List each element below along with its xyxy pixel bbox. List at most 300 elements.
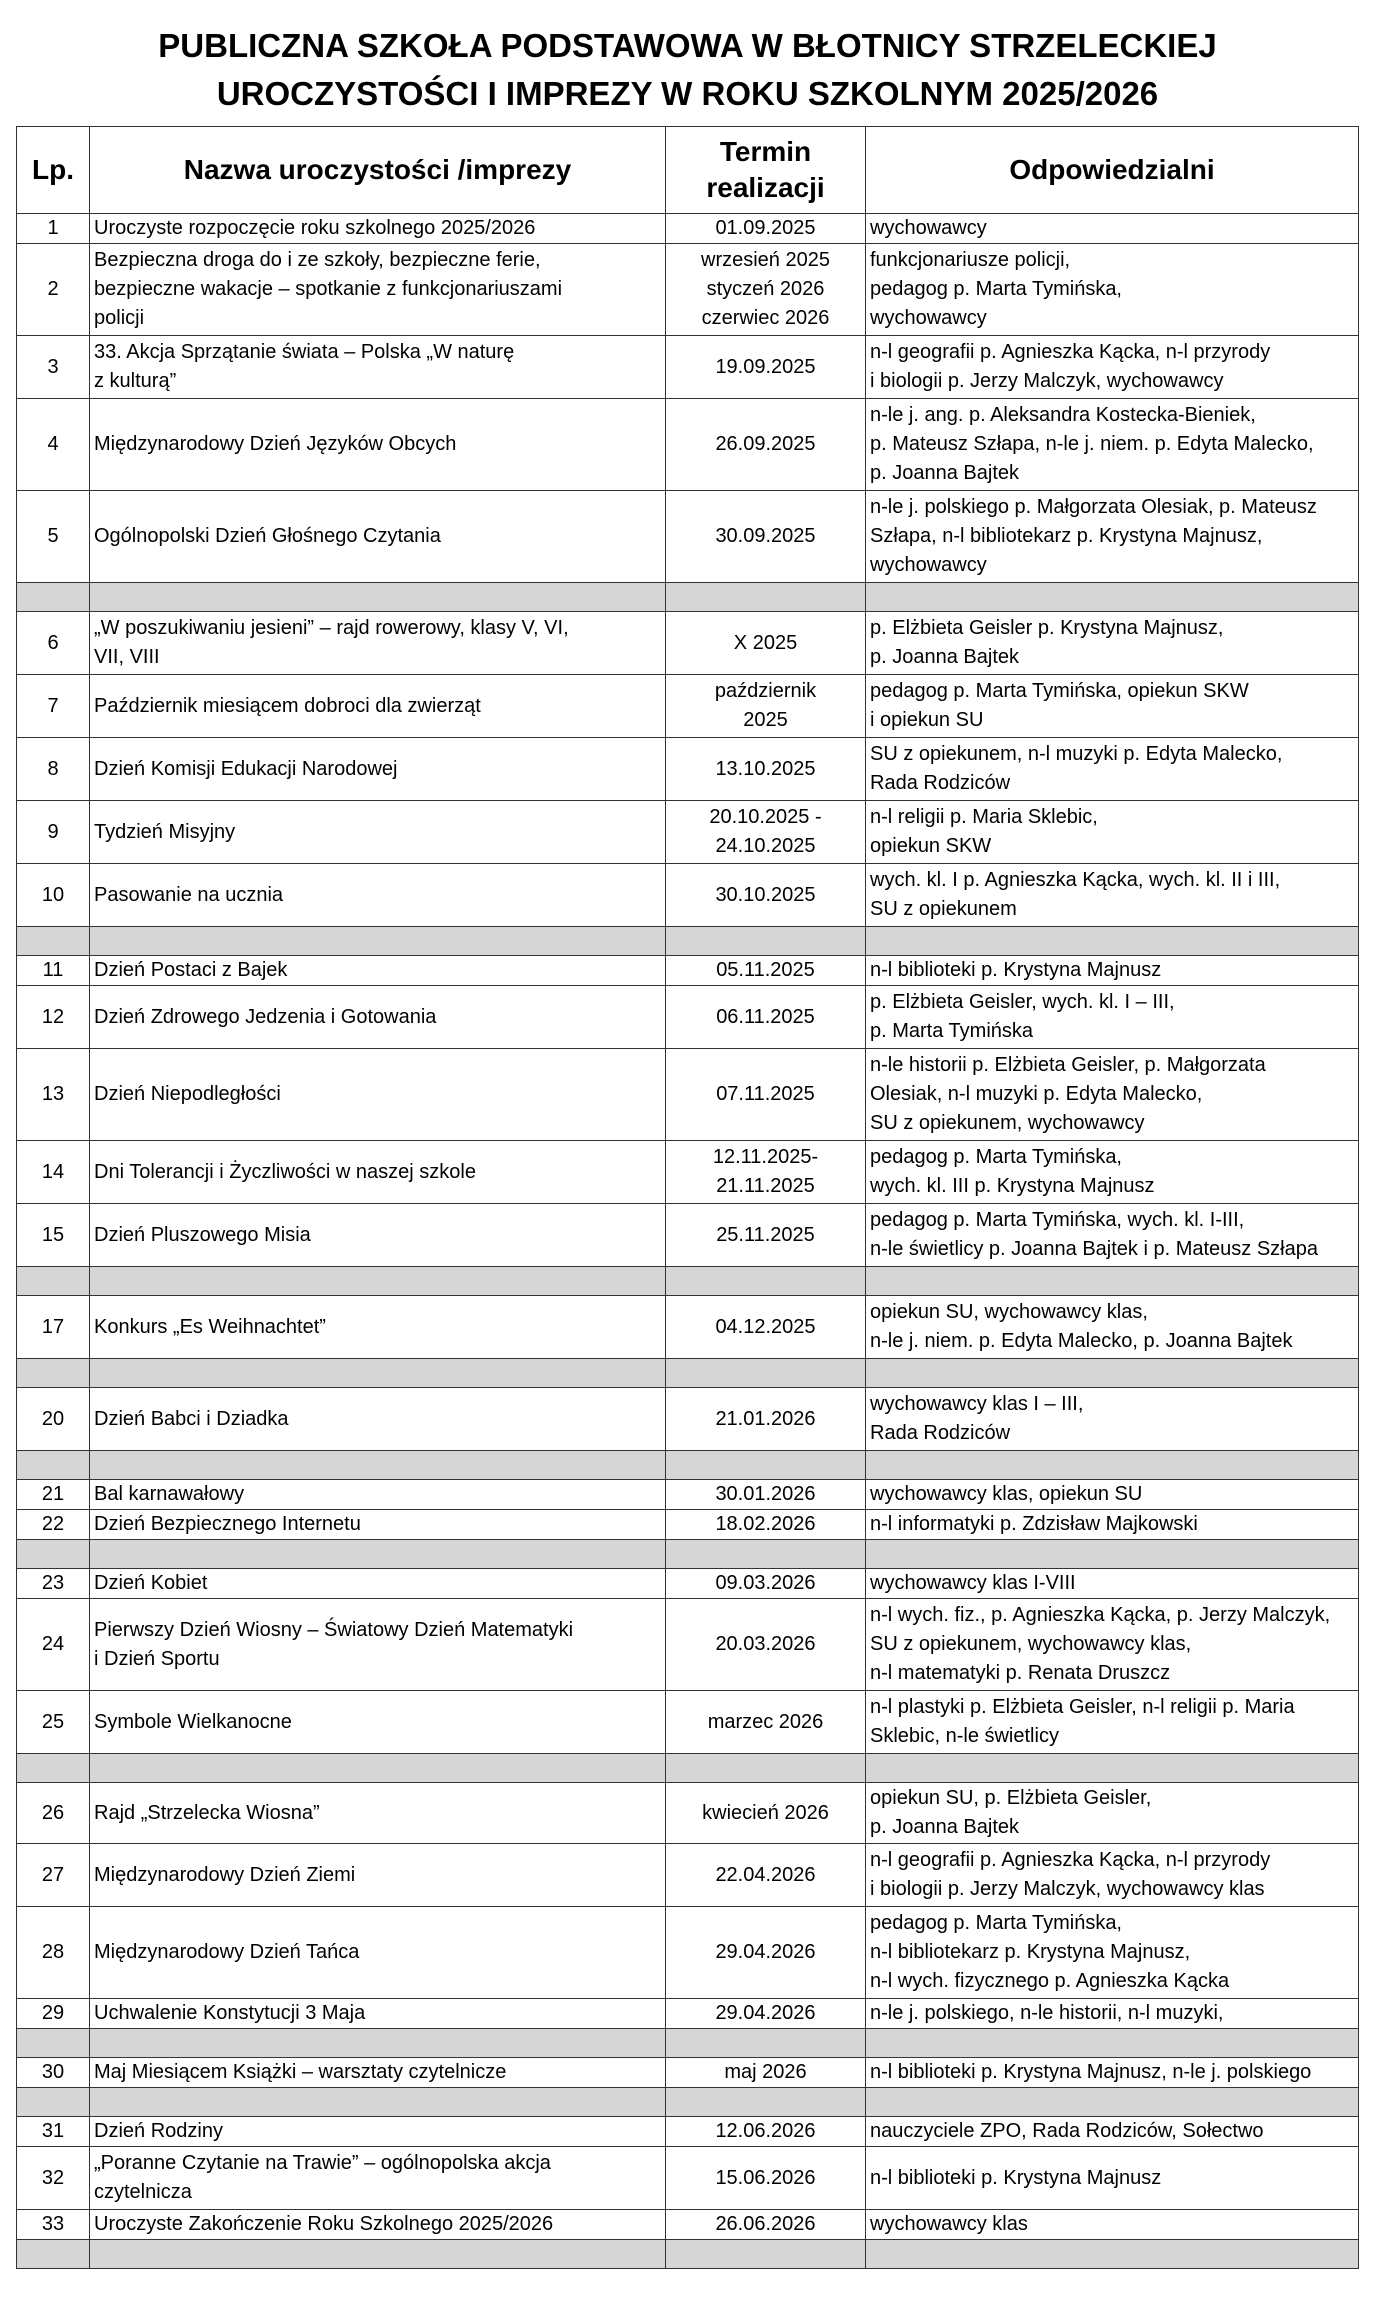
- separator-cell: [90, 1359, 666, 1388]
- cell-event-name: [90, 986, 666, 1049]
- cell-lp: 21: [17, 1480, 90, 1510]
- event-name-line: Dzień Niepodległości: [94, 1083, 281, 1105]
- event-name-line: policji: [94, 307, 145, 329]
- table-row: [17, 2117, 1359, 2147]
- separator-row: [17, 583, 1359, 612]
- responsible-line: n-le j. polskiego p. Małgorzata Olesiak, p. Mateusz: [870, 496, 1317, 518]
- responsible-line: n-l informatyki p. Zdzisław Majkowski: [870, 1513, 1198, 1535]
- responsible-line: Szłapa, n-l bibliotekarz p. Krystyna Majnusz,: [870, 525, 1263, 547]
- cell-event-name: [90, 244, 666, 336]
- cell-responsible: [866, 1907, 1359, 1999]
- cell-date: [666, 2058, 866, 2088]
- cell-lp: 12: [17, 986, 90, 1049]
- responsible-line: n-le świetlicy p. Joanna Bajtek i p. Mateusz Szłapa: [870, 1238, 1318, 1260]
- date-line: 13.10.2025: [715, 757, 816, 780]
- cell-date: [666, 1141, 866, 1204]
- cell-responsible: [866, 1510, 1359, 1540]
- event-name-line: Rajd „Strzelecka Wiosna”: [94, 1801, 320, 1824]
- responsible-line: n-l biblioteki p. Krystyna Majnusz: [870, 2166, 1162, 2189]
- cell-lp: 13: [17, 1049, 90, 1141]
- responsible-line: pedagog p. Marta Tymińska, opiekun SKW: [870, 680, 1249, 702]
- cell-event-name: [90, 956, 666, 986]
- event-name-line: Dni Tolerancji i Życzliwości w naszej szkole: [94, 1160, 476, 1183]
- cell-date: [666, 612, 866, 675]
- separator-row: [17, 927, 1359, 956]
- date-line: 12.11.2025-: [712, 1146, 819, 1168]
- separator-row: [17, 1451, 1359, 1480]
- responsible-line: opiekun SU, p. Elżbieta Geisler,: [870, 1787, 1152, 1809]
- cell-responsible: [866, 2058, 1359, 2088]
- date-line: 24.10.2025: [715, 835, 816, 857]
- responsible-line: p. Joanna Bajtek: [870, 646, 1019, 668]
- separator-cell: [666, 1540, 866, 1569]
- separator-cell: [90, 927, 666, 956]
- event-name-line: Październik miesiącem dobroci dla zwierząt: [94, 694, 481, 717]
- cell-date: [666, 1049, 866, 1141]
- responsible-line: wych. kl. I p. Agnieszka Kącka, wych. kl. II i III,: [870, 869, 1281, 891]
- header-date-line-2: realizacji: [706, 172, 825, 203]
- cell-event-name: [90, 336, 666, 399]
- table-row: [17, 612, 1359, 675]
- date-line: 06.11.2025: [716, 1005, 815, 1028]
- responsible-line: SU z opiekunem, wychowawcy: [870, 1112, 1145, 1134]
- responsible-line: p. Elżbieta Geisler, wych. kl. I – III,: [870, 991, 1175, 1013]
- cell-lp: 27: [17, 1844, 90, 1907]
- cell-date: [666, 738, 866, 801]
- separator-cell: [866, 583, 1359, 612]
- responsible-line: n-l geografii p. Agnieszka Kącka, n-l przyrody: [870, 1849, 1271, 1871]
- cell-lp: 25: [17, 1691, 90, 1754]
- table-body: [17, 214, 1359, 2269]
- date-line: 05.11.2025: [716, 959, 815, 981]
- event-name-line: bezpieczne wakacje – spotkanie z funkcjonariuszami: [94, 278, 563, 300]
- cell-lp: 11: [17, 956, 90, 986]
- separator-cell: [666, 2088, 866, 2117]
- document-title: [0, 22, 1375, 118]
- separator-row: [17, 1540, 1359, 1569]
- event-name-line: Dzień Pluszowego Misia: [94, 1223, 311, 1246]
- cell-responsible: [866, 2117, 1359, 2147]
- cell-lp: 15: [17, 1204, 90, 1267]
- separator-cell: [17, 2029, 90, 2058]
- cell-event-name: [90, 2147, 666, 2210]
- cell-event-name: [90, 1049, 666, 1141]
- table-row: [17, 1296, 1359, 1359]
- event-name-line: Ogólnopolski Dzień Głośnego Czytania: [94, 525, 441, 547]
- cell-responsible: [866, 864, 1359, 927]
- cell-lp: 6: [17, 612, 90, 675]
- table-row: [17, 864, 1359, 927]
- cell-date: [666, 399, 866, 491]
- table-row: [17, 1569, 1359, 1599]
- separator-cell: [866, 1451, 1359, 1480]
- cell-event-name: [90, 1510, 666, 1540]
- date-line: 12.06.2026: [715, 2120, 816, 2142]
- cell-event-name: [90, 491, 666, 583]
- date-line: 21.01.2026: [715, 1407, 816, 1430]
- cell-lp: 17: [17, 1296, 90, 1359]
- cell-responsible: [866, 214, 1359, 244]
- cell-event-name: [90, 1783, 666, 1844]
- table-row: [17, 1049, 1359, 1141]
- event-name-line: Dzień Babci i Dziadka: [94, 1407, 289, 1430]
- header-date: [666, 127, 866, 214]
- separator-cell: [666, 927, 866, 956]
- separator-cell: [866, 2240, 1359, 2269]
- separator-cell: [666, 2029, 866, 2058]
- responsible-line: Olesiak, n-l muzyki p. Edyta Malecko,: [870, 1083, 1203, 1105]
- cell-responsible: [866, 1569, 1359, 1599]
- event-name-line: Uroczyste Zakończenie Roku Szkolnego 2025/2026: [94, 2213, 554, 2235]
- cell-event-name: [90, 1599, 666, 1691]
- separator-row: [17, 1359, 1359, 1388]
- date-line: maj 2026: [724, 2061, 807, 2083]
- separator-cell: [17, 1451, 90, 1480]
- cell-lp: 24: [17, 1599, 90, 1691]
- cell-event-name: [90, 1691, 666, 1754]
- date-line: 29.04.2026: [715, 1941, 816, 1963]
- table-row: [17, 2147, 1359, 2210]
- cell-responsible: [866, 675, 1359, 738]
- event-name-line: Tydzień Misyjny: [94, 820, 236, 843]
- separator-cell: [90, 1267, 666, 1296]
- table-row: [17, 1599, 1359, 1691]
- event-name-line: Dzień Postaci z Bajek: [94, 959, 288, 981]
- cell-date: [666, 1204, 866, 1267]
- cell-lp: 8: [17, 738, 90, 801]
- cell-event-name: [90, 864, 666, 927]
- separator-cell: [17, 2088, 90, 2117]
- event-name-line: Dzień Zdrowego Jedzenia i Gotowania: [94, 1005, 437, 1028]
- responsible-line: wychowawcy: [870, 217, 987, 239]
- date-line: kwiecień 2026: [702, 1801, 829, 1824]
- event-name-line: Uchwalenie Konstytucji 3 Maja: [94, 2002, 366, 2024]
- separator-cell: [866, 1540, 1359, 1569]
- event-name-line: Maj Miesiącem Książki – warsztaty czytelnicze: [94, 2061, 507, 2083]
- date-line: styczeń 2026: [706, 278, 825, 300]
- cell-date: [666, 491, 866, 583]
- date-line: 19.09.2025: [715, 355, 816, 378]
- table-header: [17, 127, 1359, 214]
- table-row: [17, 214, 1359, 244]
- cell-responsible: [866, 1691, 1359, 1754]
- separator-cell: [666, 2240, 866, 2269]
- separator-cell: [866, 927, 1359, 956]
- cell-responsible: [866, 399, 1359, 491]
- event-name-line: czytelnicza: [94, 2181, 192, 2203]
- responsible-line: p. Marta Tymińska: [870, 1020, 1034, 1042]
- separator-cell: [866, 1267, 1359, 1296]
- events-table: [16, 126, 1359, 2269]
- cell-date: [666, 2210, 866, 2240]
- table-row: [17, 1204, 1359, 1267]
- cell-responsible: [866, 244, 1359, 336]
- cell-event-name: [90, 214, 666, 244]
- cell-lp: 7: [17, 675, 90, 738]
- responsible-line: p. Joanna Bajtek: [870, 1816, 1019, 1838]
- responsible-line: n-l wych. fiz., p. Agnieszka Kącka, p. Jerzy Malczyk,: [870, 1604, 1331, 1626]
- responsible-line: n-l bibliotekarz p. Krystyna Majnusz,: [870, 1941, 1191, 1963]
- separator-cell: [90, 2029, 666, 2058]
- cell-event-name: [90, 1388, 666, 1451]
- cell-event-name: [90, 2058, 666, 2088]
- separator-cell: [17, 583, 90, 612]
- separator-row: [17, 1267, 1359, 1296]
- header-row: [17, 127, 1359, 214]
- cell-event-name: [90, 1907, 666, 1999]
- date-line: 21.11.2025: [716, 1175, 815, 1197]
- cell-lp: 5: [17, 491, 90, 583]
- responsible-line: n-le j. polskiego, n-le historii, n-l muzyki,: [870, 2002, 1224, 2024]
- responsible-line: n-l religii p. Maria Sklebic,: [870, 806, 1098, 828]
- separator-cell: [17, 1267, 90, 1296]
- cell-date: [666, 1599, 866, 1691]
- responsible-line: wychowawcy klas: [870, 2213, 1028, 2235]
- cell-date: [666, 1783, 866, 1844]
- cell-date: [666, 1844, 866, 1907]
- event-name-line: Międzynarodowy Dzień Ziemi: [94, 1863, 356, 1886]
- cell-date: [666, 1480, 866, 1510]
- separator-cell: [666, 1451, 866, 1480]
- responsible-line: p. Joanna Bajtek: [870, 462, 1019, 484]
- cell-date: [666, 986, 866, 1049]
- date-line: 30.09.2025: [715, 525, 816, 547]
- cell-lp: 2: [17, 244, 90, 336]
- cell-event-name: [90, 1569, 666, 1599]
- cell-lp: 22: [17, 1510, 90, 1540]
- event-name-line: 33. Akcja Sprzątanie świata – Polska „W naturę: [94, 341, 515, 363]
- separator-cell: [90, 2240, 666, 2269]
- table-row: [17, 1480, 1359, 1510]
- cell-responsible: [866, 336, 1359, 399]
- date-line: 2025: [743, 709, 788, 731]
- event-name-line: VII, VIII: [94, 646, 160, 668]
- responsible-line: wychowawcy klas, opiekun SU: [870, 1483, 1143, 1505]
- cell-responsible: [866, 956, 1359, 986]
- responsible-line: wychowawcy: [870, 554, 987, 576]
- cell-date: [666, 956, 866, 986]
- header-event-name: Nazwa uroczystości /imprezy: [90, 127, 666, 214]
- responsible-line: n-le historii p. Elżbieta Geisler, p. Małgorzata: [870, 1054, 1266, 1076]
- event-name-line: i Dzień Sportu: [94, 1647, 220, 1670]
- date-line: 29.04.2026: [715, 2002, 816, 2024]
- event-name-line: Konkurs „Es Weihnachtet”: [94, 1315, 326, 1338]
- event-name-line: Międzynarodowy Dzień Tańca: [94, 1941, 360, 1963]
- date-line: 01.09.2025: [715, 217, 816, 239]
- responsible-line: Rada Rodziców: [870, 772, 1011, 794]
- separator-cell: [17, 1359, 90, 1388]
- cell-event-name: [90, 612, 666, 675]
- table-row: [17, 491, 1359, 583]
- responsible-line: n-l plastyki p. Elżbieta Geisler, n-l religii p. Maria: [870, 1696, 1295, 1718]
- date-line: 20.03.2026: [715, 1633, 816, 1655]
- cell-lp: 28: [17, 1907, 90, 1999]
- separator-row: [17, 2088, 1359, 2117]
- separator-row: [17, 2029, 1359, 2058]
- responsible-line: opiekun SU, wychowawcy klas,: [870, 1301, 1148, 1323]
- separator-cell: [17, 2240, 90, 2269]
- responsible-line: n-le j. ang. p. Aleksandra Kostecka-Bieniek,: [870, 404, 1256, 426]
- table-row: [17, 1691, 1359, 1754]
- title-line-1: PUBLICZNA SZKOŁA PODSTAWOWA W BŁOTNICY STRZELECKIEJ: [158, 27, 1217, 64]
- table-row: [17, 399, 1359, 491]
- separator-cell: [666, 1359, 866, 1388]
- date-line: 07.11.2025: [716, 1083, 815, 1105]
- cell-date: [666, 1388, 866, 1451]
- responsible-line: n-l biblioteki p. Krystyna Majnusz: [870, 959, 1162, 981]
- cell-responsible: [866, 738, 1359, 801]
- responsible-line: nauczyciele ZPO, Rada Rodziców, Sołectwo: [870, 2120, 1264, 2142]
- event-name-line: Dzień Rodziny: [94, 2120, 223, 2142]
- table-row: [17, 2058, 1359, 2088]
- cell-date: [666, 864, 866, 927]
- cell-lp: 26: [17, 1783, 90, 1844]
- cell-responsible: [866, 986, 1359, 1049]
- header-lp: Lp.: [17, 127, 90, 214]
- table-row: [17, 1783, 1359, 1844]
- header-responsible: Odpowiedzialni: [866, 127, 1359, 214]
- responsible-line: n-l matematyki p. Renata Druszcz: [870, 1662, 1171, 1684]
- date-line: 04.12.2025: [715, 1315, 816, 1338]
- responsible-line: n-le j. niem. p. Edyta Malecko, p. Joanna Bajtek: [870, 1330, 1293, 1352]
- separator-cell: [90, 583, 666, 612]
- responsible-line: pedagog p. Marta Tymińska,: [870, 1912, 1122, 1934]
- responsible-line: Sklebic, n-le świetlicy: [870, 1725, 1059, 1747]
- cell-responsible: [866, 1999, 1359, 2029]
- date-line: 22.04.2026: [715, 1863, 816, 1886]
- cell-lp: 1: [17, 214, 90, 244]
- date-line: 30.01.2026: [715, 1483, 816, 1505]
- cell-date: [666, 1510, 866, 1540]
- table-row: [17, 986, 1359, 1049]
- responsible-line: wych. kl. III p. Krystyna Majnusz: [870, 1175, 1155, 1197]
- cell-responsible: [866, 1783, 1359, 1844]
- event-name-line: Dzień Komisji Edukacji Narodowej: [94, 757, 398, 780]
- cell-lp: 31: [17, 2117, 90, 2147]
- separator-cell: [17, 1540, 90, 1569]
- cell-responsible: [866, 1141, 1359, 1204]
- event-name-line: „Poranne Czytanie na Trawie” – ogólnopolska akcja: [94, 2152, 551, 2174]
- responsible-line: SU z opiekunem, wychowawcy klas,: [870, 1633, 1192, 1655]
- cell-date: [666, 675, 866, 738]
- responsible-line: SU z opiekunem, n-l muzyki p. Edyta Malecko,: [870, 743, 1283, 765]
- responsible-line: Rada Rodziców: [870, 1422, 1011, 1444]
- separator-cell: [90, 1451, 666, 1480]
- cell-responsible: [866, 612, 1359, 675]
- table-row: [17, 738, 1359, 801]
- date-line: 15.06.2026: [715, 2166, 816, 2189]
- event-name-line: Dzień Kobiet: [94, 1572, 208, 1594]
- separator-cell: [866, 1359, 1359, 1388]
- cell-date: [666, 1296, 866, 1359]
- responsible-line: n-l wych. fizycznego p. Agnieszka Kącka: [870, 1970, 1230, 1992]
- date-line: październik: [714, 680, 817, 702]
- separator-cell: [866, 2088, 1359, 2117]
- separator-cell: [666, 583, 866, 612]
- separator-cell: [17, 1754, 90, 1783]
- date-line: wrzesień 2025: [701, 249, 830, 271]
- responsible-line: n-l biblioteki p. Krystyna Majnusz, n-le j. polskiego: [870, 2061, 1312, 2083]
- table-row: [17, 336, 1359, 399]
- responsible-line: pedagog p. Marta Tymińska,: [870, 278, 1122, 300]
- separator-cell: [866, 2029, 1359, 2058]
- cell-responsible: [866, 1480, 1359, 1510]
- cell-event-name: [90, 1844, 666, 1907]
- responsible-line: wychowawcy klas I – III,: [870, 1393, 1084, 1415]
- date-line: 30.10.2025: [715, 883, 816, 906]
- table-row: [17, 244, 1359, 336]
- cell-responsible: [866, 801, 1359, 864]
- responsible-line: i biologii p. Jerzy Malczyk, wychowawcy: [870, 370, 1224, 392]
- title-line-2: UROCZYSTOŚCI I IMPREZY W ROKU SZKOLNYM 2025/2026: [216, 75, 1159, 112]
- responsible-line: wychowawcy: [870, 307, 987, 329]
- event-name-line: „W poszukiwaniu jesieni” – rajd rowerowy, klasy V, VI,: [94, 617, 569, 639]
- cell-date: [666, 1999, 866, 2029]
- table-row: [17, 1510, 1359, 1540]
- cell-date: [666, 244, 866, 336]
- cell-responsible: [866, 491, 1359, 583]
- table-row: [17, 1141, 1359, 1204]
- cell-lp: 33: [17, 2210, 90, 2240]
- cell-date: [666, 2117, 866, 2147]
- cell-event-name: [90, 1296, 666, 1359]
- event-name-line: Dzień Bezpiecznego Internetu: [94, 1513, 361, 1535]
- cell-date: [666, 801, 866, 864]
- cell-responsible: [866, 2147, 1359, 2210]
- cell-responsible: [866, 2210, 1359, 2240]
- cell-lp: 9: [17, 801, 90, 864]
- event-name-line: Uroczyste rozpoczęcie roku szkolnego 2025/2026: [94, 217, 536, 239]
- cell-responsible: [866, 1599, 1359, 1691]
- table-row: [17, 1999, 1359, 2029]
- cell-event-name: [90, 738, 666, 801]
- date-line: marzec 2026: [707, 1710, 824, 1733]
- responsible-line: i biologii p. Jerzy Malczyk, wychowawcy klas: [870, 1878, 1265, 1900]
- cell-lp: 29: [17, 1999, 90, 2029]
- table-row: [17, 956, 1359, 986]
- event-name-line: Pierwszy Dzień Wiosny – Światowy Dzień Matematyki: [94, 1618, 574, 1641]
- event-name-line: Symbole Wielkanocne: [94, 1710, 292, 1733]
- cell-event-name: [90, 1141, 666, 1204]
- date-line: 18.02.2026: [715, 1513, 816, 1535]
- cell-event-name: [90, 399, 666, 491]
- responsible-line: i opiekun SU: [870, 709, 984, 731]
- date-line: 09.03.2026: [715, 1572, 816, 1594]
- responsible-line: funkcjonariusze policji,: [870, 249, 1071, 271]
- cell-event-name: [90, 2117, 666, 2147]
- cell-event-name: [90, 1204, 666, 1267]
- table-row: [17, 1907, 1359, 1999]
- cell-lp: 23: [17, 1569, 90, 1599]
- responsible-line: n-l geografii p. Agnieszka Kącka, n-l przyrody: [870, 341, 1271, 363]
- cell-lp: 30: [17, 2058, 90, 2088]
- cell-lp: 14: [17, 1141, 90, 1204]
- cell-responsible: [866, 1049, 1359, 1141]
- cell-responsible: [866, 1844, 1359, 1907]
- cell-event-name: [90, 1999, 666, 2029]
- separator-cell: [666, 1267, 866, 1296]
- event-name-line: Międzynarodowy Dzień Języków Obcych: [94, 433, 457, 455]
- header-date-line-1: Termin: [719, 136, 812, 167]
- responsible-line: pedagog p. Marta Tymińska,: [870, 1146, 1122, 1168]
- table-row: [17, 801, 1359, 864]
- cell-event-name: [90, 801, 666, 864]
- date-line: X 2025: [733, 631, 798, 654]
- cell-date: [666, 2147, 866, 2210]
- cell-event-name: [90, 2210, 666, 2240]
- table-row: [17, 675, 1359, 738]
- cell-lp: 20: [17, 1388, 90, 1451]
